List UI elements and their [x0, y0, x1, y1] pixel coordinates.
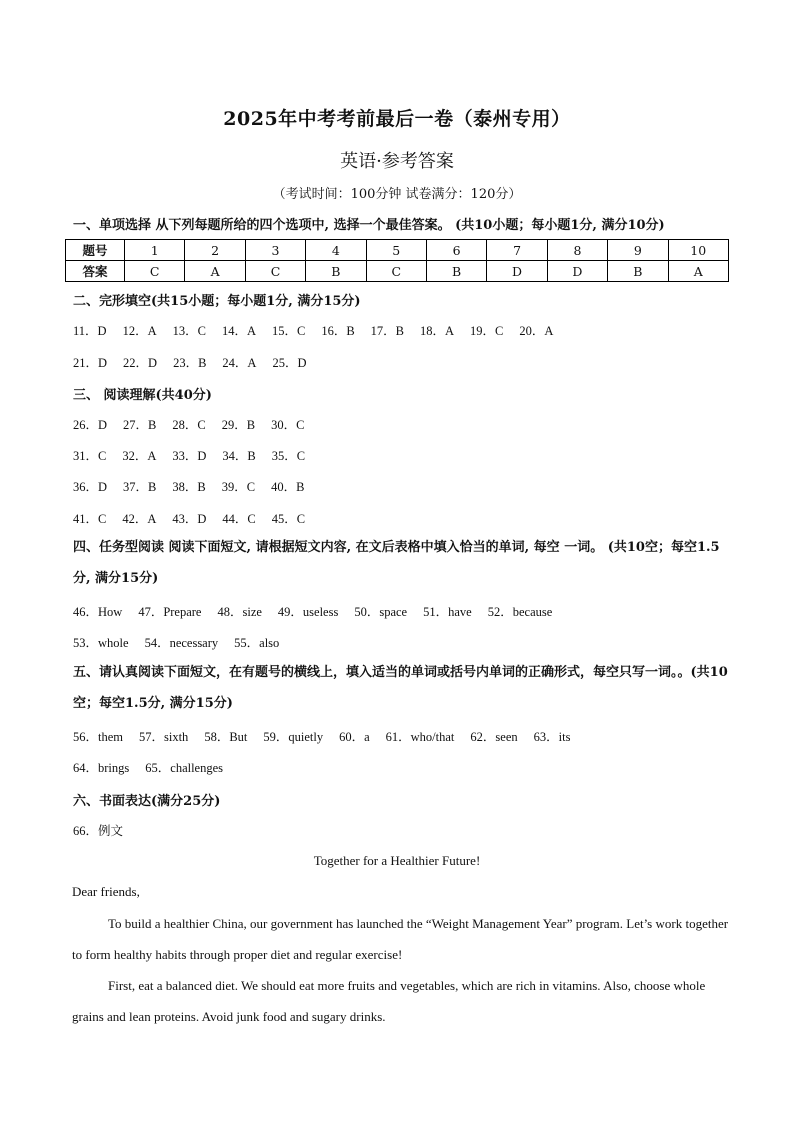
answer-item: 15．C: [271, 324, 306, 338]
answer-cell: C: [245, 261, 305, 282]
essay-paragraph: To build a healthier China, our government has launched the “Weight Management Year” program. Let’s work together to form healthy habits through proper diet and regular exercise!: [72, 916, 729, 962]
answer-item: 37．B: [123, 480, 157, 494]
answer-item: 51．have: [423, 605, 472, 619]
answer-row: [73, 415, 320, 433]
answer-table: [65, 239, 729, 282]
answer-cell: D: [547, 261, 607, 282]
answer-item: 44．C: [222, 512, 256, 526]
answer-cell: B: [426, 261, 486, 282]
answer-cell: A: [185, 261, 245, 282]
answer-item: 24．A: [222, 356, 257, 370]
answer-item: 46．How: [73, 605, 123, 619]
question-number: 10: [668, 240, 728, 261]
answer-item: 13．C: [172, 324, 206, 338]
section-5-heading: 五、请认真阅读下面短文，在有题号的横线上，填入适当的单词或括号内单词的正确形式，每空只写一词。。(共10空；每空1.5分, 满分15分): [73, 665, 728, 711]
answer-item: 64．brings: [73, 761, 130, 775]
question-number: 7: [487, 240, 547, 261]
answer-cell: C: [125, 261, 185, 282]
section-3-heading: 三、 阅读理解(共40分): [73, 388, 212, 403]
answer-item: 31．C: [73, 449, 107, 463]
question-number: 2: [185, 240, 245, 261]
essay-greeting: Dear friends,: [72, 884, 140, 899]
answer-item: 27．B: [123, 418, 157, 432]
answer-row: [73, 727, 586, 745]
answer-item: 57．sixth: [139, 730, 189, 744]
answer-item: 22．D: [123, 356, 158, 370]
answer-item: 36．D: [73, 480, 108, 494]
answer-item: 61．who/that: [385, 730, 455, 744]
table-row-numbers: [66, 240, 729, 261]
document-title: 2025年中考考前最后一卷（泰州专用）: [223, 108, 571, 130]
answer-row: [73, 477, 320, 495]
answer-item: 56．them: [73, 730, 123, 744]
answer-item: 32．A: [122, 449, 157, 463]
answer-cell: B: [306, 261, 366, 282]
answer-item: 40．B: [271, 480, 305, 494]
section-6-heading: 六、书面表达(满分25分): [73, 794, 221, 809]
answer-item: 47．Prepare: [138, 605, 202, 619]
answer-item: 62．seen: [470, 730, 518, 744]
row-label-number: 题号: [66, 240, 125, 261]
answer-item: 26．D: [73, 418, 108, 432]
answer-row: [73, 633, 295, 651]
essay-paragraph: First, eat a balanced diet. We should eat more fruits and vegetables, which are rich in vitamins. Also, choose whole grains and lean proteins. Avoid junk food and sugary drinks.: [72, 978, 706, 1024]
answer-item: 59．quietly: [263, 730, 324, 744]
answer-item: 41．C: [73, 512, 107, 526]
answer-item: 12．A: [122, 324, 157, 338]
answer-item: 60．a: [339, 730, 370, 744]
question-number: 9: [608, 240, 668, 261]
answer-item: 42．A: [122, 512, 157, 526]
answer-row: [73, 353, 322, 371]
answer-row: [73, 602, 568, 620]
answer-item: 55．also: [234, 636, 280, 650]
answer-cell: B: [608, 261, 668, 282]
sample-essay-label: 66．例文: [73, 824, 124, 838]
answer-cell: A: [668, 261, 728, 282]
answer-item: 21．D: [73, 356, 108, 370]
answer-item: 45．C: [271, 512, 306, 526]
answer-item: 16．B: [321, 324, 355, 338]
answer-item: 54．necessary: [144, 636, 219, 650]
answer-item: 28．C: [172, 418, 206, 432]
answer-item: 58．But: [204, 730, 248, 744]
section-2-heading: 二、完形填空(共15小题；每小题1分, 满分15分): [73, 294, 361, 309]
answer-item: 49．useless: [277, 605, 339, 619]
answer-item: 29．B: [221, 418, 256, 432]
answer-row: [73, 446, 321, 464]
answer-cell: D: [487, 261, 547, 282]
section-4-heading: 四、任务型阅读 阅读下面短文, 请根据短文内容, 在文后表格中填入恰当的单词, 每空 一词。 (共10空；每空1.5分, 满分15分): [73, 540, 720, 586]
answer-item: 23．B: [173, 356, 207, 370]
answer-item: 50．space: [354, 605, 408, 619]
answer-item: 33．D: [172, 449, 207, 463]
document-subtitle: 英语·参考答案: [340, 151, 454, 172]
essay-title: Together for a Healthier Future!: [313, 853, 481, 868]
question-number: 8: [547, 240, 607, 261]
answer-item: 11．D: [73, 324, 107, 338]
answer-row: [73, 758, 239, 776]
answer-item: 43．D: [172, 512, 207, 526]
question-number: 6: [426, 240, 486, 261]
answer-item: 34．B: [222, 449, 256, 463]
section-1-heading: 一、单项选择 从下列每题所给的四个选项中, 选择一个最佳答案。 (共10小题；每小题1分, 满分10分): [73, 218, 665, 233]
question-number: 1: [125, 240, 185, 261]
answer-item: 48．size: [217, 605, 262, 619]
answer-item: 39．C: [221, 480, 256, 494]
answer-row: [73, 321, 569, 339]
answer-item: 20．A: [519, 324, 554, 338]
answer-row: [73, 509, 321, 527]
answer-item: 19．C: [470, 324, 504, 338]
answer-item: 18．A: [420, 324, 455, 338]
answer-item: 38．B: [172, 480, 206, 494]
row-label-answer: 答案: [66, 261, 125, 282]
question-number: 3: [245, 240, 305, 261]
answer-item: 17．B: [370, 324, 405, 338]
question-number: 5: [366, 240, 426, 261]
answer-item: 35．C: [271, 449, 306, 463]
answer-item: 52．because: [487, 605, 553, 619]
answer-item: 30．C: [271, 418, 305, 432]
question-number: 4: [306, 240, 366, 261]
answer-item: 63．its: [533, 730, 571, 744]
answer-item: 25．D: [272, 356, 307, 370]
exam-info: （考试时间：100分钟 试卷满分：120分）: [272, 187, 522, 202]
answer-item: 53．whole: [73, 636, 129, 650]
table-row-answers: [66, 261, 729, 282]
answer-item: 14．A: [221, 324, 256, 338]
answer-item: 65．challenges: [145, 761, 224, 775]
answer-cell: C: [366, 261, 426, 282]
